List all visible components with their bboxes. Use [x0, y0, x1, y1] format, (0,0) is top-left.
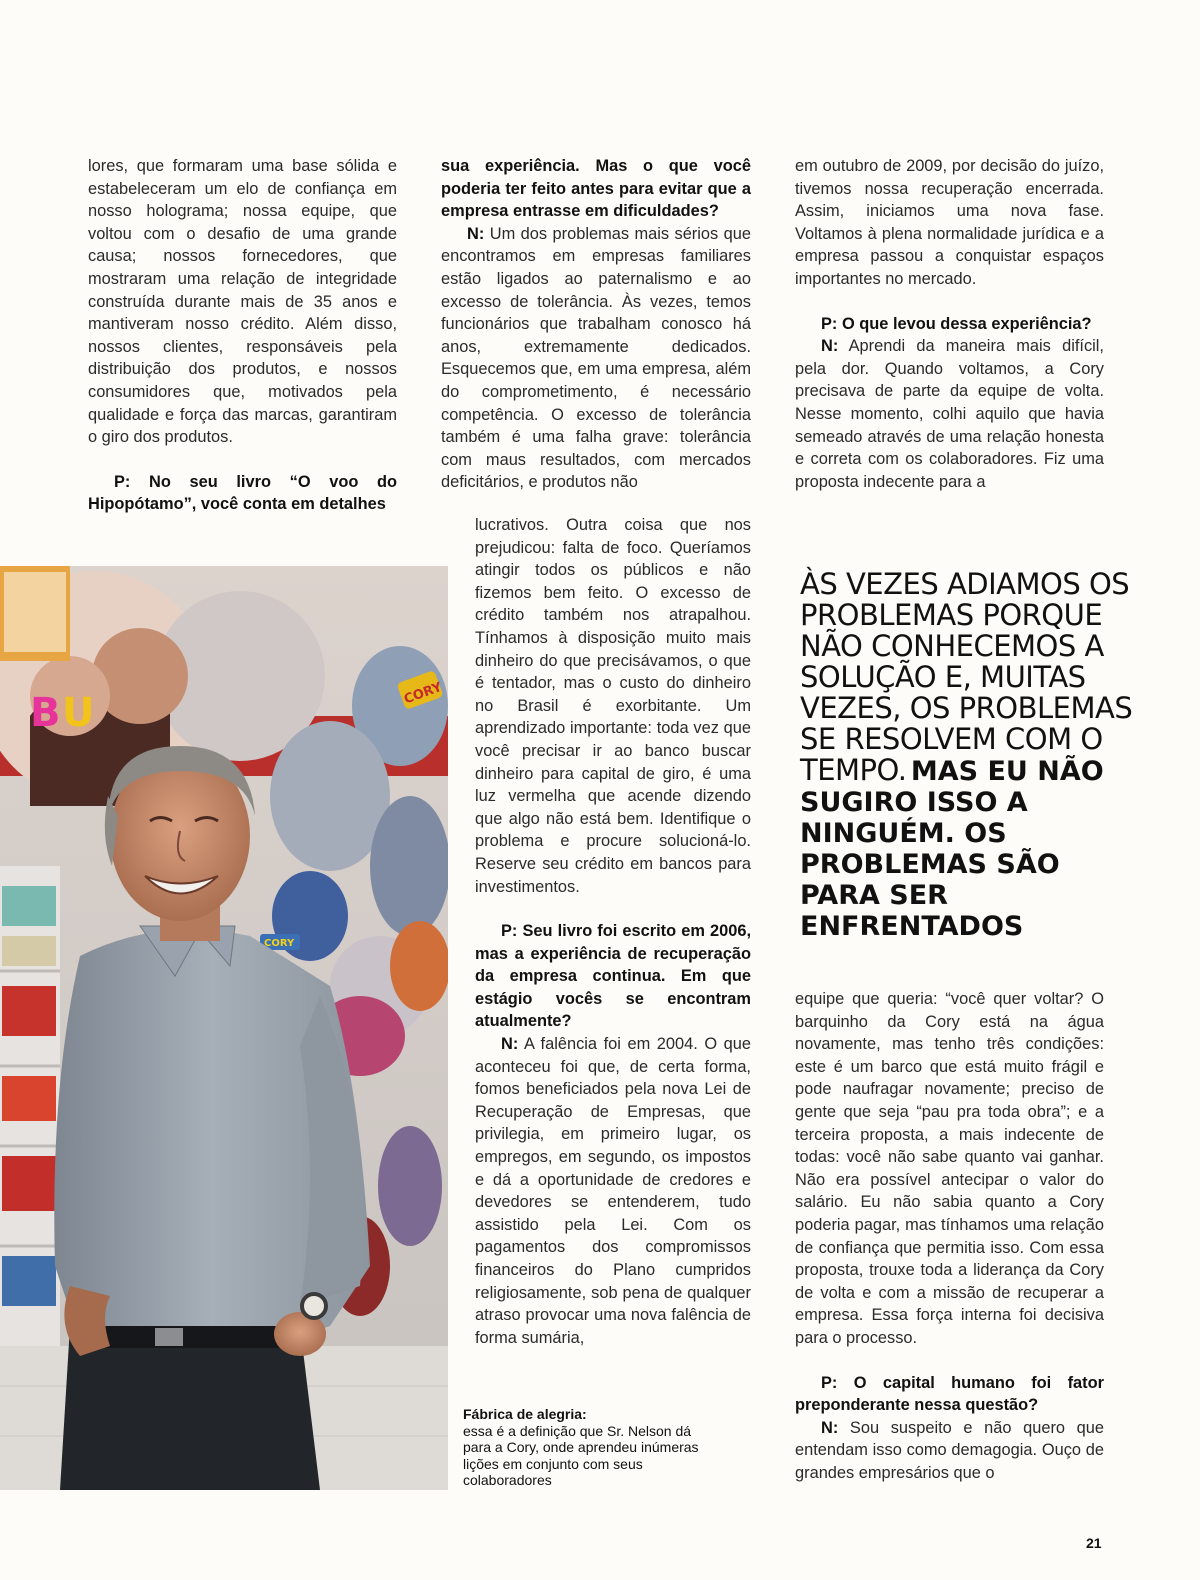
pull-quote-bold: MAS EU NÃO SUGIRO ISSO A NINGUÉM. OS PROBLEMAS SÃO PARA SER ENFRENTADOS	[800, 756, 1104, 942]
question-heading: sua experiência. Mas o que você poderia ter feito antes para evitar que a empresa entrasse em dificuldades?	[441, 157, 751, 221]
question-heading: P: Seu livro foi escrito em 2006, mas a experiência de recuperação da empresa continua. Em que estágio vocês se encontram atualmente?	[475, 922, 751, 1031]
column-2-top	[441, 155, 751, 494]
column-3-top	[795, 155, 1104, 493]
paragraph: Um dos problemas mais sérios que encontramos em empresas familiares estão ligados ao paternalismo e ao excesso de tolerância. Às vezes, temos funcionários que trabalham conosco há anos, extremamente dedicados. Esquecemos que, em uma empresa, além do comprometimento, é necessário competência. O excesso de tolerância também é uma falha grave: tolerância com maus resultados, com mercados deficitários, e produtos não	[441, 224, 751, 492]
answer-lead: N:	[821, 1418, 839, 1437]
svg-text:U: U	[62, 690, 95, 736]
column-3-bottom	[795, 988, 1104, 1484]
paragraph: lucrativos. Outra coisa que nos prejudicou: falta de foco. Queríamos atingir todos os públicos e não fizemos bem feito. O excesso de crédito também nos atrapalhou. Tínhamos à disposição muito mais dinheiro do que precisávamos, o que é tentador, mas o custo do dinheiro no Brasil é exorbitante. Um aprendizado importante: toda vez que você precisar ir ao banco buscar dinheiro para capital de giro, é uma luz vermelha que acende dizendo que algo não está bem. Identifique o problema e procure solucioná-lo. Reserve seu crédito em bancos para investimentos.	[475, 516, 751, 896]
cory-brand-label: CORY	[264, 938, 295, 949]
question-heading: P: O capital humano foi fator preponderante nessa questão?	[795, 1373, 1104, 1415]
paragraph: equipe que queria: “você quer voltar? O barquinho da Cory está na água novamente, mas tenho três condições: este é um barco que está muito frágil e pode naufragar novamente; preciso de gente que seja “pau pra toda obra”; e a terceira proposta, a mais indecente de todas: você não sabe quanto vai ganhar. Não era possível antecipar o valor do salário. Eu não sabia quanto a Cory poderia pagar, mas tínhamos uma relação de confiança que permitia isso. Com essa proposta, trouxe toda a liderança da Cory de volta e com a missão de recuperar a empresa. Essa força interna foi decisiva para o processo.	[795, 990, 1104, 1347]
pull-quote	[800, 569, 1140, 942]
paragraph: Aprendi da maneira mais difícil, pela dor. Quando voltamos, a Cory precisava de parte da equipe de volta. Nesse momento, colhi aquilo que havia semeado através de uma relação honesta e correta com os colaboradores. Fiz uma proposta indecente para a	[795, 337, 1104, 491]
question-heading: P: O que levou dessa experiência?	[821, 314, 1092, 333]
svg-text:B: B	[30, 690, 61, 736]
paragraph: lores, que formaram uma base sólida e estabeleceram um elo de confiança em nosso holograma; nossa equipe, que voltou com o desafio de uma grande causa; nossos fornecedores, que mostraram uma relação de integridade construída durante mais de 35 anos e mantiveram nosso crédito. Além disso, nossos clientes, responsáveis pela distribuição dos produtos, e nossos consumidores que, motivados pela qualidade e força das marcas, garantiram o giro dos produtos.	[88, 157, 397, 447]
paragraph: Sou suspeito e não quero que entendam isso como demagogia. Ouço de grandes empresários que o	[795, 1418, 1104, 1482]
cory-brand-label: CORY	[402, 679, 445, 708]
answer-lead: N:	[821, 337, 839, 356]
photo-caption	[463, 1406, 703, 1489]
caption-title: Fábrica de alegria:	[463, 1406, 587, 1422]
page-number: 21	[1086, 1535, 1102, 1551]
question-heading: P: No seu livro “O voo do Hipopótamo”, você conta em detalhes	[88, 472, 397, 514]
answer-lead: N:	[467, 224, 485, 243]
column-2-bottom	[475, 514, 751, 1349]
paragraph: em outubro de 2009, por decisão do juízo, tivemos nossa recuperação encerrada. Assim, iniciamos uma nova fase. Voltamos à plena normalidade jurídica e a empresa passou a conquistar espaços importantes no mercado.	[795, 157, 1104, 288]
paragraph: A falência foi em 2004. O que aconteceu foi que, de certa forma, fomos beneficiados pela nova Lei de Recuperação de Empresas, que privilegia, em primeiro lugar, os empregos, em segundo, os impostos e dá a oportunidade de credores e devedores se entenderem, tudo assistido pela Lei. Com os pagamentos dos compromissos financeiros do Plano cumpridos religiosamente, sob pena de qualquer atraso provocar uma nova falência de forma sumária,	[475, 1035, 751, 1347]
column-1	[88, 155, 397, 516]
answer-lead: N:	[501, 1035, 519, 1054]
portrait-photo	[0, 566, 448, 1490]
caption-text: essa é a definição que Sr. Nelson dá para a Cory, onde aprendeu inúmeras lições em conjunto com seus colaboradores	[463, 1422, 699, 1488]
pull-quote-light: ÀS VEZES ADIAMOS OS PROBLEMAS PORQUE NÃO CONHECEMOS A SOLUÇÃO E, MUITAS VEZES, OS PROBLEMAS SE RESOLVEM COM O TEMPO.	[800, 567, 1133, 787]
